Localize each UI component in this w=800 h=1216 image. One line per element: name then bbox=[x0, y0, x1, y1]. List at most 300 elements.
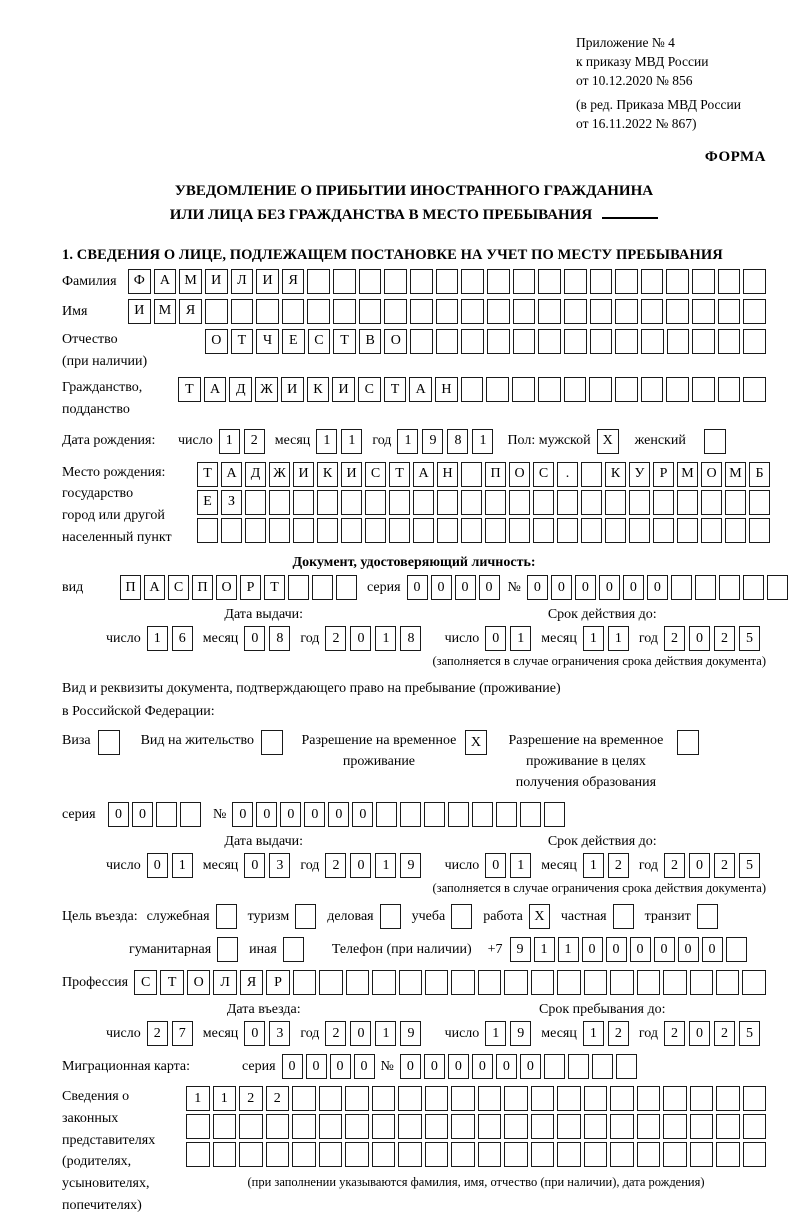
char-cell[interactable] bbox=[461, 462, 482, 487]
char-cell[interactable] bbox=[616, 1054, 637, 1079]
char-cell[interactable] bbox=[564, 269, 587, 294]
char-cell[interactable] bbox=[496, 802, 517, 827]
char-cell[interactable]: 2 bbox=[664, 1021, 685, 1046]
char-cell[interactable]: 1 bbox=[583, 853, 604, 878]
checkbox-cell[interactable] bbox=[697, 904, 718, 929]
char-cell[interactable]: 3 bbox=[269, 1021, 290, 1046]
char-cell[interactable]: Л bbox=[231, 269, 254, 294]
char-cell[interactable]: 7 bbox=[172, 1021, 193, 1046]
char-cell[interactable]: 1 bbox=[583, 626, 604, 651]
char-cell[interactable] bbox=[641, 299, 664, 324]
char-cell[interactable] bbox=[666, 299, 689, 324]
checkbox-cell[interactable] bbox=[98, 730, 120, 755]
char-cell[interactable] bbox=[424, 802, 445, 827]
char-cell[interactable]: 1 bbox=[375, 626, 396, 651]
char-cell[interactable] bbox=[584, 1142, 608, 1167]
char-cell[interactable]: П bbox=[485, 462, 506, 487]
char-cell[interactable] bbox=[345, 1086, 369, 1111]
char-cell[interactable] bbox=[641, 377, 664, 402]
char-cell[interactable]: 0 bbox=[527, 575, 548, 600]
char-cell[interactable]: 0 bbox=[108, 802, 129, 827]
char-cell[interactable] bbox=[345, 1114, 369, 1139]
char-cell[interactable] bbox=[504, 1086, 528, 1111]
char-cell[interactable]: 9 bbox=[422, 429, 443, 454]
char-cell[interactable] bbox=[743, 299, 766, 324]
char-cell[interactable] bbox=[239, 1114, 263, 1139]
char-cell[interactable]: 1 bbox=[186, 1086, 210, 1111]
char-cell[interactable] bbox=[637, 1114, 661, 1139]
char-cell[interactable] bbox=[504, 1114, 528, 1139]
char-cell[interactable] bbox=[436, 299, 459, 324]
checkbox-cell[interactable] bbox=[217, 937, 238, 962]
char-cell[interactable]: Н bbox=[437, 462, 458, 487]
char-cell[interactable] bbox=[156, 802, 177, 827]
char-cell[interactable] bbox=[425, 970, 448, 995]
char-cell[interactable]: 0 bbox=[350, 626, 371, 651]
char-cell[interactable]: Т bbox=[231, 329, 254, 354]
char-cell[interactable]: И bbox=[281, 377, 304, 402]
char-cell[interactable] bbox=[533, 490, 554, 515]
char-cell[interactable]: 0 bbox=[424, 1054, 445, 1079]
char-cell[interactable]: И bbox=[341, 462, 362, 487]
char-cell[interactable] bbox=[538, 377, 561, 402]
char-cell[interactable] bbox=[389, 490, 410, 515]
checkbox-cell[interactable] bbox=[613, 904, 634, 929]
char-cell[interactable] bbox=[671, 575, 692, 600]
char-cell[interactable]: К bbox=[605, 462, 626, 487]
char-cell[interactable] bbox=[742, 970, 765, 995]
char-cell[interactable]: 0 bbox=[479, 575, 500, 600]
char-cell[interactable]: 1 bbox=[147, 626, 168, 651]
char-cell[interactable] bbox=[718, 299, 741, 324]
char-cell[interactable] bbox=[592, 1054, 613, 1079]
char-cell[interactable] bbox=[266, 1114, 290, 1139]
char-cell[interactable] bbox=[538, 269, 561, 294]
patronymic-input[interactable] bbox=[205, 329, 766, 354]
char-cell[interactable] bbox=[544, 802, 565, 827]
char-cell[interactable]: Т bbox=[197, 462, 218, 487]
char-cell[interactable] bbox=[256, 299, 279, 324]
char-cell[interactable]: П bbox=[120, 575, 141, 600]
char-cell[interactable]: 1 bbox=[472, 429, 493, 454]
char-cell[interactable]: О bbox=[701, 462, 722, 487]
char-cell[interactable] bbox=[437, 490, 458, 515]
checkbox-cell[interactable]: X bbox=[529, 904, 550, 929]
char-cell[interactable] bbox=[581, 518, 602, 543]
char-cell[interactable] bbox=[451, 1114, 475, 1139]
char-cell[interactable]: И bbox=[128, 299, 151, 324]
char-cell[interactable]: 2 bbox=[664, 626, 685, 651]
char-cell[interactable]: 1 bbox=[375, 853, 396, 878]
char-cell[interactable]: 0 bbox=[400, 1054, 421, 1079]
char-cell[interactable]: 5 bbox=[739, 626, 760, 651]
char-cell[interactable]: О bbox=[509, 462, 530, 487]
residence-number-input[interactable] bbox=[232, 802, 565, 827]
char-cell[interactable]: Т bbox=[178, 377, 201, 402]
char-cell[interactable] bbox=[701, 490, 722, 515]
doc-number-input[interactable] bbox=[527, 575, 788, 600]
char-cell[interactable]: С bbox=[134, 970, 157, 995]
checkbox-cell[interactable] bbox=[283, 937, 304, 962]
char-cell[interactable] bbox=[690, 970, 713, 995]
profession-input[interactable] bbox=[134, 970, 766, 995]
char-cell[interactable]: А bbox=[221, 462, 242, 487]
char-cell[interactable] bbox=[590, 329, 613, 354]
char-cell[interactable] bbox=[743, 1086, 767, 1111]
char-cell[interactable] bbox=[413, 490, 434, 515]
char-cell[interactable] bbox=[653, 518, 674, 543]
char-cell[interactable]: Р bbox=[266, 970, 289, 995]
char-cell[interactable] bbox=[186, 1142, 210, 1167]
char-cell[interactable] bbox=[472, 802, 493, 827]
checkbox-cell[interactable] bbox=[704, 429, 726, 454]
char-cell[interactable] bbox=[461, 299, 484, 324]
char-cell[interactable] bbox=[557, 970, 580, 995]
char-cell[interactable]: И bbox=[293, 462, 314, 487]
checkbox-cell[interactable]: X bbox=[465, 730, 487, 755]
char-cell[interactable]: 0 bbox=[244, 853, 265, 878]
char-cell[interactable] bbox=[743, 329, 766, 354]
char-cell[interactable] bbox=[653, 490, 674, 515]
char-cell[interactable]: 0 bbox=[328, 802, 349, 827]
char-cell[interactable]: Б bbox=[749, 462, 770, 487]
char-cell[interactable]: 1 bbox=[510, 853, 531, 878]
char-cell[interactable] bbox=[743, 377, 766, 402]
char-cell[interactable] bbox=[186, 1114, 210, 1139]
char-cell[interactable] bbox=[564, 377, 587, 402]
char-cell[interactable] bbox=[451, 970, 474, 995]
char-cell[interactable] bbox=[317, 490, 338, 515]
char-cell[interactable] bbox=[749, 490, 770, 515]
char-cell[interactable] bbox=[581, 462, 602, 487]
char-cell[interactable] bbox=[365, 518, 386, 543]
temp-residence-edu-checkbox[interactable] bbox=[677, 730, 699, 755]
char-cell[interactable] bbox=[372, 970, 395, 995]
char-cell[interactable] bbox=[478, 1142, 502, 1167]
char-cell[interactable]: М bbox=[179, 269, 202, 294]
char-cell[interactable]: 2 bbox=[147, 1021, 168, 1046]
char-cell[interactable] bbox=[213, 1114, 237, 1139]
char-cell[interactable]: 9 bbox=[510, 937, 531, 962]
checkbox-cell[interactable] bbox=[677, 730, 699, 755]
char-cell[interactable]: М bbox=[154, 299, 177, 324]
char-cell[interactable]: 9 bbox=[510, 1021, 531, 1046]
char-cell[interactable]: 0 bbox=[350, 1021, 371, 1046]
char-cell[interactable]: 0 bbox=[472, 1054, 493, 1079]
temp-residence-checkbox[interactable] bbox=[465, 730, 487, 755]
char-cell[interactable] bbox=[692, 269, 715, 294]
char-cell[interactable]: М bbox=[677, 462, 698, 487]
char-cell[interactable]: 0 bbox=[575, 575, 596, 600]
char-cell[interactable]: Л bbox=[213, 970, 236, 995]
char-cell[interactable]: Я bbox=[240, 970, 263, 995]
char-cell[interactable] bbox=[718, 269, 741, 294]
char-cell[interactable] bbox=[509, 518, 530, 543]
char-cell[interactable] bbox=[384, 269, 407, 294]
char-cell[interactable] bbox=[461, 377, 484, 402]
char-cell[interactable] bbox=[568, 1054, 589, 1079]
char-cell[interactable]: 0 bbox=[448, 1054, 469, 1079]
char-cell[interactable]: У bbox=[629, 462, 650, 487]
char-cell[interactable]: А bbox=[413, 462, 434, 487]
char-cell[interactable] bbox=[413, 518, 434, 543]
char-cell[interactable]: 1 bbox=[375, 1021, 396, 1046]
char-cell[interactable] bbox=[641, 329, 664, 354]
char-cell[interactable]: 0 bbox=[282, 1054, 303, 1079]
char-cell[interactable] bbox=[584, 1114, 608, 1139]
char-cell[interactable] bbox=[425, 1086, 449, 1111]
char-cell[interactable] bbox=[307, 299, 330, 324]
char-cell[interactable]: 1 bbox=[558, 937, 579, 962]
doc-series-input[interactable] bbox=[407, 575, 500, 600]
doc-kind-input[interactable] bbox=[120, 575, 357, 600]
char-cell[interactable]: 0 bbox=[678, 937, 699, 962]
char-cell[interactable]: Н bbox=[435, 377, 458, 402]
char-cell[interactable]: 1 bbox=[510, 626, 531, 651]
char-cell[interactable] bbox=[221, 518, 242, 543]
residence-series-input[interactable] bbox=[108, 802, 201, 827]
char-cell[interactable]: 6 bbox=[172, 626, 193, 651]
char-cell[interactable]: 0 bbox=[232, 802, 253, 827]
char-cell[interactable]: 0 bbox=[306, 1054, 327, 1079]
char-cell[interactable] bbox=[437, 518, 458, 543]
char-cell[interactable]: 0 bbox=[689, 626, 710, 651]
char-cell[interactable]: С bbox=[358, 377, 381, 402]
char-cell[interactable] bbox=[695, 575, 716, 600]
char-cell[interactable] bbox=[610, 1114, 634, 1139]
given-name-input[interactable] bbox=[128, 299, 766, 324]
char-cell[interactable] bbox=[365, 490, 386, 515]
char-cell[interactable] bbox=[615, 329, 638, 354]
char-cell[interactable]: С bbox=[533, 462, 554, 487]
char-cell[interactable] bbox=[725, 518, 746, 543]
char-cell[interactable] bbox=[293, 490, 314, 515]
char-cell[interactable]: В bbox=[359, 329, 382, 354]
char-cell[interactable]: 0 bbox=[244, 626, 265, 651]
char-cell[interactable]: 2 bbox=[239, 1086, 263, 1111]
char-cell[interactable]: Р bbox=[653, 462, 674, 487]
char-cell[interactable] bbox=[557, 490, 578, 515]
char-cell[interactable]: И bbox=[332, 377, 355, 402]
char-cell[interactable] bbox=[667, 329, 690, 354]
char-cell[interactable]: С bbox=[168, 575, 189, 600]
char-cell[interactable]: Т bbox=[384, 377, 407, 402]
char-cell[interactable]: 9 bbox=[400, 1021, 421, 1046]
representatives-input-row3[interactable] bbox=[186, 1142, 766, 1167]
char-cell[interactable] bbox=[398, 1114, 422, 1139]
char-cell[interactable] bbox=[376, 802, 397, 827]
char-cell[interactable]: 2 bbox=[325, 626, 346, 651]
char-cell[interactable] bbox=[345, 1142, 369, 1167]
char-cell[interactable]: Ж bbox=[255, 377, 278, 402]
char-cell[interactable] bbox=[293, 518, 314, 543]
char-cell[interactable] bbox=[425, 1142, 449, 1167]
char-cell[interactable] bbox=[400, 802, 421, 827]
char-cell[interactable] bbox=[180, 802, 201, 827]
char-cell[interactable]: 0 bbox=[647, 575, 668, 600]
sex-female-checkbox[interactable] bbox=[704, 429, 726, 454]
char-cell[interactable]: С bbox=[308, 329, 331, 354]
char-cell[interactable] bbox=[245, 490, 266, 515]
char-cell[interactable] bbox=[743, 1114, 767, 1139]
char-cell[interactable] bbox=[307, 269, 330, 294]
char-cell[interactable]: О bbox=[384, 329, 407, 354]
char-cell[interactable] bbox=[512, 377, 535, 402]
char-cell[interactable]: 2 bbox=[608, 1021, 629, 1046]
char-cell[interactable] bbox=[749, 518, 770, 543]
char-cell[interactable]: 2 bbox=[714, 626, 735, 651]
char-cell[interactable] bbox=[663, 1114, 687, 1139]
char-cell[interactable] bbox=[359, 269, 382, 294]
char-cell[interactable] bbox=[605, 490, 626, 515]
char-cell[interactable]: 0 bbox=[551, 575, 572, 600]
char-cell[interactable]: Р bbox=[240, 575, 261, 600]
char-cell[interactable] bbox=[436, 269, 459, 294]
char-cell[interactable]: К bbox=[317, 462, 338, 487]
char-cell[interactable] bbox=[531, 1142, 555, 1167]
char-cell[interactable] bbox=[544, 1054, 565, 1079]
char-cell[interactable] bbox=[336, 575, 357, 600]
birth-place-input-row2[interactable] bbox=[197, 490, 770, 515]
char-cell[interactable] bbox=[269, 518, 290, 543]
char-cell[interactable] bbox=[557, 1114, 581, 1139]
char-cell[interactable]: 0 bbox=[132, 802, 153, 827]
char-cell[interactable]: 0 bbox=[702, 937, 723, 962]
char-cell[interactable] bbox=[448, 802, 469, 827]
char-cell[interactable] bbox=[637, 970, 660, 995]
char-cell[interactable] bbox=[341, 490, 362, 515]
char-cell[interactable] bbox=[564, 299, 587, 324]
char-cell[interactable] bbox=[692, 329, 715, 354]
char-cell[interactable]: Ж bbox=[269, 462, 290, 487]
char-cell[interactable]: 0 bbox=[455, 575, 476, 600]
char-cell[interactable] bbox=[317, 518, 338, 543]
char-cell[interactable] bbox=[245, 518, 266, 543]
char-cell[interactable]: 2 bbox=[244, 429, 265, 454]
citizenship-input[interactable] bbox=[178, 377, 766, 402]
char-cell[interactable] bbox=[333, 299, 356, 324]
char-cell[interactable] bbox=[692, 377, 715, 402]
char-cell[interactable] bbox=[725, 490, 746, 515]
char-cell[interactable]: 0 bbox=[352, 802, 373, 827]
char-cell[interactable] bbox=[584, 970, 607, 995]
char-cell[interactable]: Т bbox=[264, 575, 285, 600]
char-cell[interactable]: Т bbox=[389, 462, 410, 487]
char-cell[interactable]: 0 bbox=[431, 575, 452, 600]
char-cell[interactable] bbox=[610, 1142, 634, 1167]
char-cell[interactable]: А bbox=[204, 377, 227, 402]
char-cell[interactable] bbox=[615, 377, 638, 402]
char-cell[interactable] bbox=[504, 1142, 528, 1167]
char-cell[interactable] bbox=[398, 1142, 422, 1167]
char-cell[interactable]: О bbox=[216, 575, 237, 600]
char-cell[interactable]: Я bbox=[179, 299, 202, 324]
char-cell[interactable]: 0 bbox=[606, 937, 627, 962]
char-cell[interactable] bbox=[629, 518, 650, 543]
char-cell[interactable] bbox=[399, 970, 422, 995]
char-cell[interactable] bbox=[312, 575, 333, 600]
checkbox-cell[interactable] bbox=[261, 730, 283, 755]
char-cell[interactable] bbox=[266, 1142, 290, 1167]
residence-permit-checkbox[interactable] bbox=[261, 730, 283, 755]
char-cell[interactable]: 2 bbox=[608, 853, 629, 878]
char-cell[interactable] bbox=[269, 490, 290, 515]
char-cell[interactable] bbox=[425, 1114, 449, 1139]
char-cell[interactable] bbox=[478, 1114, 502, 1139]
char-cell[interactable] bbox=[605, 518, 626, 543]
char-cell[interactable]: 8 bbox=[269, 626, 290, 651]
char-cell[interactable] bbox=[637, 1086, 661, 1111]
char-cell[interactable] bbox=[239, 1142, 263, 1167]
char-cell[interactable] bbox=[610, 1086, 634, 1111]
char-cell[interactable]: Е bbox=[282, 329, 305, 354]
char-cell[interactable] bbox=[615, 299, 638, 324]
char-cell[interactable] bbox=[485, 490, 506, 515]
representatives-input-row2[interactable] bbox=[186, 1114, 766, 1139]
char-cell[interactable]: Д bbox=[245, 462, 266, 487]
char-cell[interactable] bbox=[292, 1086, 316, 1111]
checkbox-cell[interactable] bbox=[380, 904, 401, 929]
char-cell[interactable]: 0 bbox=[582, 937, 603, 962]
char-cell[interactable]: 0 bbox=[654, 937, 675, 962]
char-cell[interactable] bbox=[372, 1114, 396, 1139]
char-cell[interactable] bbox=[372, 1086, 396, 1111]
char-cell[interactable] bbox=[461, 329, 484, 354]
char-cell[interactable]: А bbox=[154, 269, 177, 294]
char-cell[interactable] bbox=[666, 377, 689, 402]
char-cell[interactable] bbox=[288, 575, 309, 600]
char-cell[interactable] bbox=[743, 1142, 767, 1167]
char-cell[interactable] bbox=[478, 970, 501, 995]
char-cell[interactable] bbox=[718, 329, 741, 354]
char-cell[interactable]: 2 bbox=[714, 1021, 735, 1046]
char-cell[interactable] bbox=[487, 269, 510, 294]
char-cell[interactable] bbox=[487, 299, 510, 324]
char-cell[interactable]: 0 bbox=[147, 853, 168, 878]
char-cell[interactable] bbox=[584, 1086, 608, 1111]
char-cell[interactable] bbox=[372, 1142, 396, 1167]
char-cell[interactable] bbox=[197, 518, 218, 543]
char-cell[interactable] bbox=[663, 1142, 687, 1167]
char-cell[interactable] bbox=[410, 329, 433, 354]
sex-male-checkbox[interactable] bbox=[597, 429, 619, 454]
char-cell[interactable]: 0 bbox=[350, 853, 371, 878]
char-cell[interactable] bbox=[590, 269, 613, 294]
char-cell[interactable]: 8 bbox=[447, 429, 468, 454]
char-cell[interactable] bbox=[701, 518, 722, 543]
char-cell[interactable] bbox=[292, 1114, 316, 1139]
char-cell[interactable] bbox=[743, 269, 766, 294]
checkbox-cell[interactable]: X bbox=[597, 429, 619, 454]
representatives-input-row1[interactable] bbox=[186, 1086, 766, 1111]
char-cell[interactable]: К bbox=[307, 377, 330, 402]
visa-checkbox[interactable] bbox=[98, 730, 120, 755]
char-cell[interactable] bbox=[716, 1086, 740, 1111]
char-cell[interactable] bbox=[564, 329, 587, 354]
char-cell[interactable]: 1 bbox=[219, 429, 240, 454]
char-cell[interactable] bbox=[663, 970, 686, 995]
char-cell[interactable] bbox=[557, 518, 578, 543]
char-cell[interactable] bbox=[292, 1142, 316, 1167]
checkbox-cell[interactable] bbox=[295, 904, 316, 929]
char-cell[interactable]: 0 bbox=[244, 1021, 265, 1046]
char-cell[interactable]: Ф bbox=[128, 269, 151, 294]
char-cell[interactable] bbox=[726, 937, 747, 962]
char-cell[interactable] bbox=[513, 329, 536, 354]
char-cell[interactable] bbox=[333, 269, 356, 294]
char-cell[interactable] bbox=[485, 518, 506, 543]
char-cell[interactable]: 1 bbox=[397, 429, 418, 454]
